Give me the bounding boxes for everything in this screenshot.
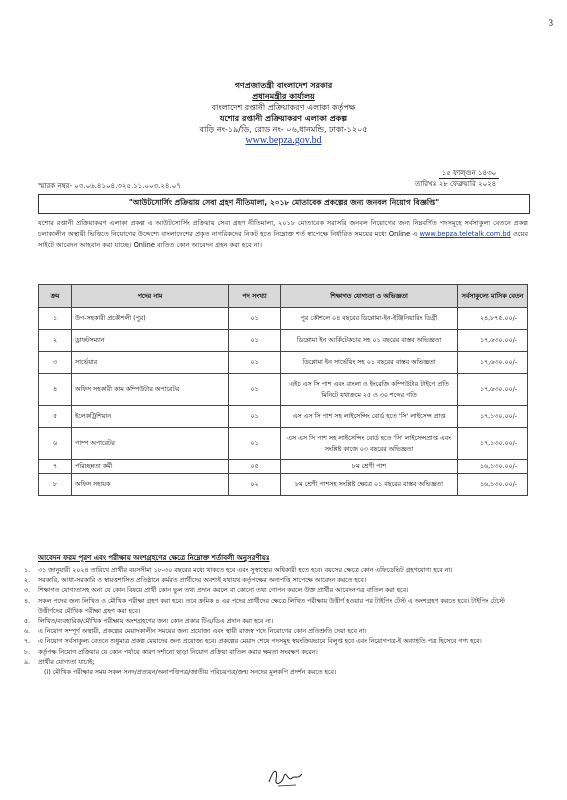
table-row <box>39 308 528 330</box>
condition-text: ৩১ জানুয়ারী ২০২৪ তারিখে প্রার্থীর বয়সসীমা ১৮-৩০ বছরের মধ্যে থাকতে হবে এবং সুস্বাস্থ্যের অধিকারী হতে হবে। বয়সের ক্ষেত্রে কোন এফিডেভিট গ্রহণযোগ্য হবে না। <box>38 567 453 574</box>
cell-salary: ১৭,৬৩০.০০/- <box>458 374 528 406</box>
cell-salary: ১৭,১৩০.০০/- <box>458 406 528 428</box>
condition-item <box>24 668 529 678</box>
cell-qualification: ডিপ্লোমা ইন সার্ভেয়িং সহ ০১ বছরের বাস্তব অভিজ্ঞতা <box>281 352 458 374</box>
condition-text: প্রার্থীর যোগ্যতা যাচাই; <box>38 658 95 666</box>
letterhead <box>0 80 567 146</box>
intro-text-1: যশোর রপ্তানী প্রক্রিয়াকরণ এলাকা প্রকল্প এ আউটসোর্সিং প্রক্রিয়ায় সেবা গ্রহণ নীতিমালা, ২০১৮ মোতাবেক সরাসরি জনবল নিয়োগের জন্য নিম্নবর্ণিত পদসমূহে সর্বসাকুল্য বেতনে প্রকল্প চলাকালীন অস্থায়ী ভিত্তিতে নিয়োগের উদ্দেশ্যে বাংলাদেশের প্রকৃত নাগরিকদের নিকট হতে নিম্নোক্ত শর্ত স্বাপেক্ষে নির্ধারিত সময়ের মধ্যে Online এ <box>38 219 528 238</box>
cell-salary: ২৪,৮৭৫.০০/- <box>458 308 528 330</box>
intro-paragraph <box>38 218 528 251</box>
condition-number: ৯. <box>24 658 31 666</box>
condition-item <box>24 648 529 658</box>
col-salary: সর্বসাকুল্যে মাসিক বেতন <box>458 285 528 308</box>
condition-number: ১. <box>24 567 31 574</box>
cell-count: ০১ <box>229 308 281 330</box>
cell-serial: ৮ <box>39 474 72 496</box>
condition-item <box>24 637 529 647</box>
cell-post: পরিচ্ছন্নতা কর্মী <box>72 460 229 474</box>
cell-serial: ৪ <box>39 374 72 406</box>
date-bangla: ১৫ ফাল্গুন ১৪৩০ <box>439 168 499 179</box>
condition-item <box>24 566 529 576</box>
notice-title: "আউটসোর্সিং প্রক্রিয়ায় সেবা গ্রহণ নীতিমালা, ২০১৮ মোতাবেক প্রকল্পের জন্য জনবল নিয়োগ বিজ্ঞপ্তি" <box>38 194 530 214</box>
cell-serial: ৭ <box>39 460 72 474</box>
date-english: ২৮ ফেব্রুয়ারি ২০২৪ <box>438 180 497 188</box>
cell-count: ০২ <box>229 474 281 496</box>
govt-name: গণপ্রজাতন্ত্রী বাংলাদেশ সরকার <box>234 81 333 90</box>
cell-salary: ১৭,৬৩০.০০/- <box>458 330 528 352</box>
cell-count: ০১ <box>229 428 281 460</box>
condition-text: এ নিয়োগ সর্বসাকুল্য বেতনে শুধুমাত্র প্রকল্প মেয়াদের জন্য প্রযোজ্য হবে। প্রকল্পের মেয়াদ শেষে পদসমূহ স্বয়ংক্রিয়ভাবে বিলুপ্ত হবে এবং নিয়োগপত্র-ই অব্যাহতি পত্র হিসেবে গণ্য হবে। <box>38 638 482 646</box>
cell-salary: ১৭,৬৩০.০০/- <box>458 352 528 374</box>
condition-number: ২. <box>24 577 31 585</box>
cell-count: ০১ <box>229 406 281 428</box>
condition-item <box>24 576 529 586</box>
website-link[interactable]: www.bepza.gov.bd <box>245 135 322 146</box>
cell-serial: ৬ <box>39 428 72 460</box>
cell-serial: ৫ <box>39 406 72 428</box>
cell-serial: ১ <box>39 308 72 330</box>
cell-serial: ৩ <box>39 352 72 374</box>
condition-number: ৫. <box>24 618 31 626</box>
condition-number <box>24 668 38 678</box>
cell-qualification: ৮ম শ্রেণী পাশসহ সংশ্লিষ্ট ক্ষেত্রে ০১ বছরের বাস্তব অভিজ্ঞতা <box>281 474 458 496</box>
cell-post: ইলেকট্রিশিয়ান <box>72 406 229 428</box>
condition-number: ৭. <box>24 638 31 646</box>
cell-qualification: পুর কৌশলে ০৪ বছরের ডিপ্লোমা-ইন-ইঞ্জিনিয়ারিং ডিগ্রী <box>281 308 458 330</box>
vacancy-table <box>38 284 528 496</box>
cell-qualification: এস এস সি পাশ সহ লাইসেন্সিং বোর্ড হতে 'সি' লাইসেন্সপ্রাপ্ত এবং সংশ্লিষ্ট কাজে ০৩ বছরের অভিজ্ঞতা <box>281 428 458 460</box>
condition-item <box>24 586 529 596</box>
table-row <box>39 428 528 460</box>
cell-post: উপ-সহকারী প্রকৌশলী (পুর) <box>72 308 229 330</box>
cell-qualification: এইচ এস সি পাশ এবং বাংলা ও ইংরেজি কম্পিউটার টাইপে প্রতি মিনিটে যথাক্রমে ২৫ ও ৩০ শব্দের গতি <box>281 374 458 406</box>
table-row <box>39 330 528 352</box>
condition-item <box>24 617 529 627</box>
condition-item <box>24 658 529 668</box>
intro-text-2: ওয়েব সাইটে আবেদন আহবান করা যাচ্ছে। Online ব্যতিত কোন আবেদন গ্রহন করা হবে না। <box>38 230 528 249</box>
condition-text: (i) মৌখিক পরীক্ষার সময় সকল সনদ/প্রত্যয়ন/অনাপত্তিপত্র/জাতীয় পরিচয়পত্র/জন্ম সনদের মূলকপি প্রদর্শন করতে হবে। <box>44 669 337 677</box>
office-name: প্রধানমন্ত্রীর কার্যালয় <box>252 92 315 101</box>
cell-salary: ১৬,১৩০.০০/- <box>458 474 528 496</box>
condition-number: ৮. <box>24 648 31 656</box>
condition-number: ৬. <box>24 628 31 636</box>
date-block <box>415 168 499 189</box>
page-number: 3 <box>548 18 553 28</box>
condition-text: লিখিত/ব্যবহারিক/মৌখিক পরীক্ষায় অংশগ্রহণের জন্য কোন প্রকার টিএ/ডিএ প্রদান করা হবে না। <box>38 618 274 626</box>
cell-salary: ১৬,১৩০.০০/- <box>458 460 528 474</box>
condition-text: সরকারি, আধা-সরকারি ও স্বায়ত্তশাসিত প্রতিষ্ঠানে কর্মরত প্রার্থীদের অবশ্যই যথাযথ কর্তৃপক্ষের অনাপত্তি সাপেক্ষে আবেদন করতে হবে। <box>38 577 366 585</box>
cell-post: অফিস সহায়ক <box>72 474 229 496</box>
cell-salary: ১৭,১৩০.০০/- <box>458 428 528 460</box>
cell-count: ০১ <box>229 352 281 374</box>
project-name: যশোর রপ্তানী প্রক্রিয়াকরণ এলাকা প্রকল্প <box>219 114 348 123</box>
cell-qualification: এস এস সি পাশ সহ লাইসেন্সিং বোর্ড হতে 'সি' লাইসেন্স প্রাপ্ত <box>281 406 458 428</box>
table-row <box>39 374 528 406</box>
cell-count: ০৫ <box>229 460 281 474</box>
condition-number: ৩. <box>24 587 31 595</box>
cell-post: ড্রাফটসম্যান <box>72 330 229 352</box>
condition-number: ৪. <box>24 597 31 605</box>
condition-text: শিক্ষাগত যোগ্যতাসহ অন্য যে কোন বিষয়ে প্রার্থী কোন ভুল তথ্য প্রদান করলে বা কোনো তথ্য গোপন করলে উক্ত প্রার্থীর আবেদনপত্র বাতিল করা হবে। <box>38 587 409 595</box>
conditions-title: আবেদন ফরম পূরণ এবং পরীক্ষায় অংশগ্রহণের ক্ষেত্রে নিম্নোক্ত শর্তাবলী অনুসরণীয়ঃ <box>38 554 270 562</box>
table-row <box>39 474 528 496</box>
cell-post: পাম্প অপারেটর <box>72 428 229 460</box>
table-header-row <box>39 285 528 308</box>
table-row <box>39 406 528 428</box>
address: বাড়ি নং-১৯/ডি, রোড নং- ০৬,ধানমন্ডি, ঢাকা-১২০৫ <box>199 125 368 134</box>
cell-count: ০১ <box>229 330 281 352</box>
cell-qualification: ডিপ্লোমা ইন আর্কিটেকচার সহ ০১ বছরের বাস্তব অভিজ্ঞতা <box>281 330 458 352</box>
col-count: পদ সংখ্যা <box>229 285 281 308</box>
col-serial: ক্রম <box>39 285 72 308</box>
date-label: তারিখঃ <box>415 180 437 188</box>
conditions-list <box>24 566 529 678</box>
condition-text: এ নিয়োগ সম্পূর্ণ অস্থায়ী, প্রকল্পের মেয়াদকালীন সময়ের জন্য প্রযোজ্য এবং স্থায়ী রাজস্ব পদে নিয়োগের কোন প্রতিশ্রুতি দেয়া হবে না। <box>38 628 367 636</box>
col-qualification: শিক্ষাগত যোগ্যতা ও অভিজ্ঞতা <box>281 285 458 308</box>
col-post: পদের নাম <box>72 285 229 308</box>
table-row <box>39 352 528 374</box>
memo-number: স্মারক নম্বর- ০৩.০৬.৪১০৪.৩২৫.১১.০০৩.২৪.০৭ <box>38 182 181 190</box>
table-row <box>39 460 528 474</box>
cell-post: সার্ভেয়ার <box>72 352 229 374</box>
condition-item <box>24 627 529 637</box>
condition-text: সকল পদের জন্য লিখিত ও মৌখিক পরীক্ষা গ্রহণ করা হবে। তবে ক্রমিক ৪ এর পদের প্রার্থীদের ক্ষেত্রে লিখিত পরীক্ষায় উত্তীর্ণ হওয়ার পর টাইপিং টেস্ট এ অংশগ্রহণ করতে হবে। টাইপিং টেস্টে উত্তীর্ণদের মৌখিক পরীক্ষা গ্রহণ করা হবে। <box>38 597 505 615</box>
authority-name: বাংলাদেশ রপ্তানী প্রক্রিয়াকরণ এলাকা কর্তৃপক্ষ <box>211 103 356 112</box>
signature <box>266 764 306 790</box>
cell-serial: ২ <box>39 330 72 352</box>
cell-count: ০১ <box>229 374 281 406</box>
condition-item <box>24 597 529 617</box>
cell-qualification: ৮ম শ্রেণী পাশ <box>281 460 458 474</box>
cell-post: অফিস সহকারী কাম কম্পিউটার অপারেটর <box>72 374 229 406</box>
teletalk-link[interactable]: www.bepza.teletalk.com.bd <box>419 230 511 238</box>
condition-text: কর্তৃপক্ষ নিয়োগ প্রক্রিয়ার যে কোন পর্যায়ে কারণ দর্শানো ছাড়া নিয়োগ প্রক্রিয়া বাতিল করার ক্ষমতা সংরক্ষণ করেন। <box>38 648 318 656</box>
